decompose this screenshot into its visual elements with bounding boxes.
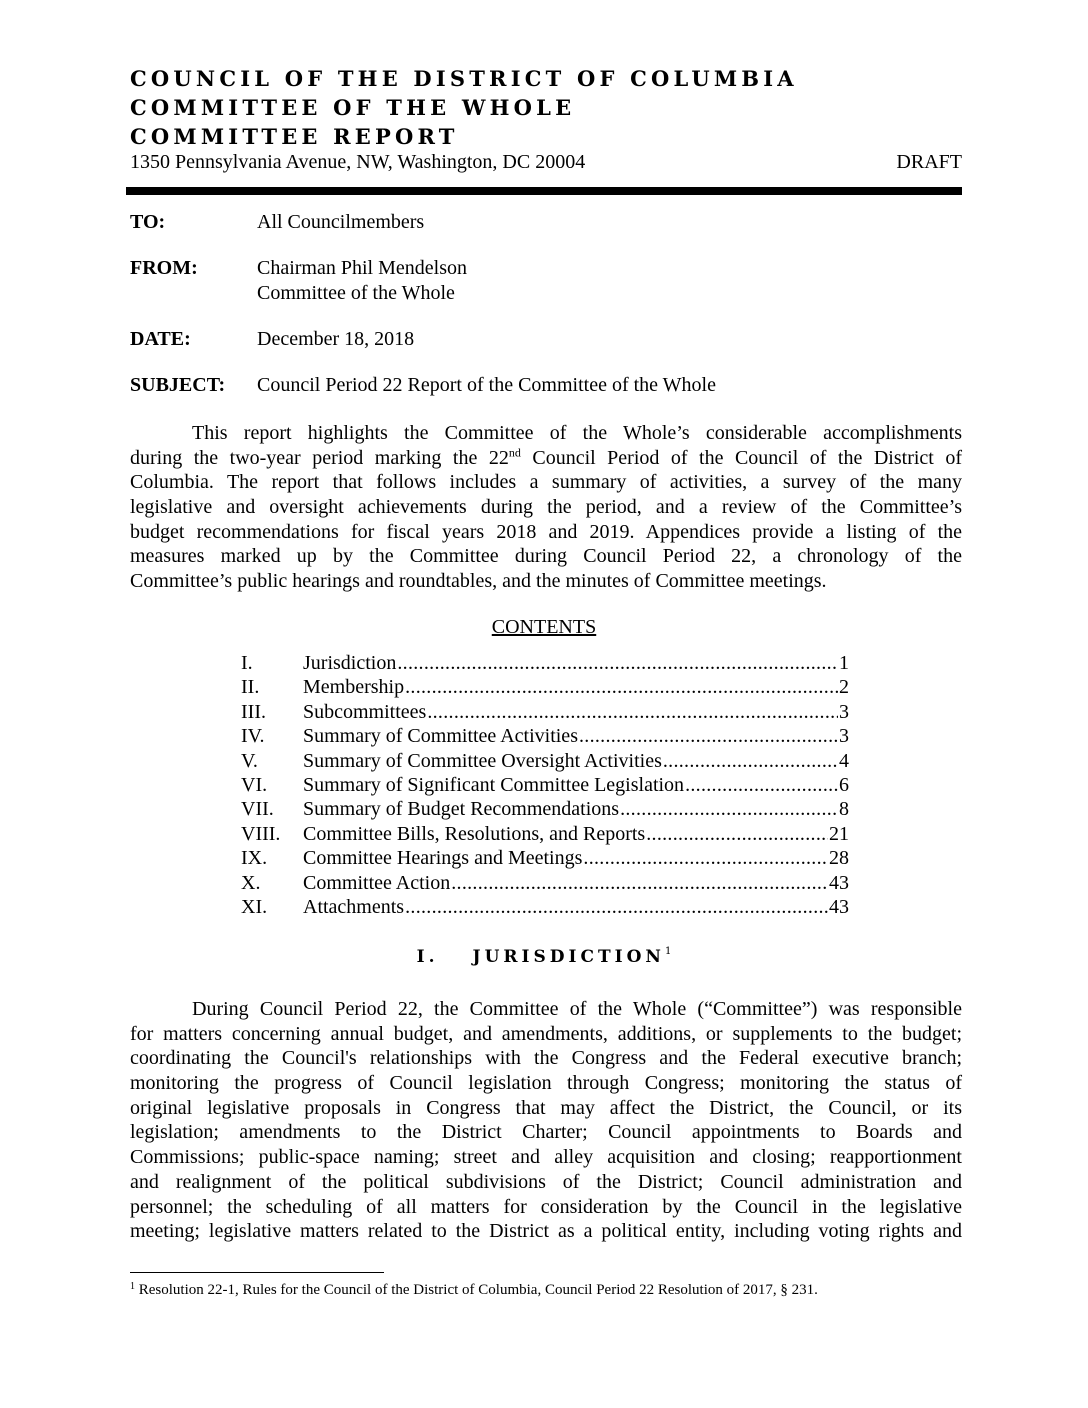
- letterhead-address: 1350 Pennsylvania Avenue, NW, Washington, DC 20004: [130, 151, 586, 173]
- toc-leader-dots: [405, 676, 838, 699]
- toc-entry[interactable]: [241, 676, 849, 700]
- memo-subject: Council Period 22 Report of the Committee of the Whole: [257, 374, 716, 396]
- toc-entry[interactable]: [241, 872, 849, 896]
- toc-page-number: 43: [829, 895, 849, 918]
- table-of-contents: [241, 652, 849, 920]
- intro-line: [130, 446, 962, 471]
- toc-number: II.: [241, 676, 260, 699]
- intro-text: during the two-year period marking the 22: [130, 446, 509, 469]
- toc-title: Jurisdiction: [303, 652, 397, 674]
- jurisdiction-paragraph: [130, 997, 962, 1244]
- jurisdiction-line: coordinating the Council's relationships with the Congress and the Federal executive branch;: [130, 1047, 962, 1070]
- toc-title: Summary of Budget Recommendations: [303, 798, 620, 821]
- memo-to-label: TO:: [130, 211, 166, 233]
- contents-title: CONTENTS: [491, 616, 597, 638]
- header-rule: [126, 187, 962, 195]
- toc-page-number: 28: [829, 847, 849, 870]
- superscript: nd: [508, 445, 521, 460]
- toc-leader-dots: [663, 750, 838, 773]
- draft-status: DRAFT: [896, 151, 962, 173]
- jurisdiction-line: Commissions; public-space naming; street and alley acquisition and closing; reapportionment: [130, 1146, 962, 1169]
- toc-number: XI.: [241, 895, 268, 918]
- toc-entry[interactable]: [241, 774, 849, 798]
- memo-from-committee: Committee of the Whole: [257, 282, 455, 304]
- memo-date: December 18, 2018: [257, 328, 415, 350]
- intro-text: Council Period of the Council of the District of: [520, 446, 962, 469]
- toc-leader-dots: [427, 701, 838, 724]
- toc-leader-dots: [685, 774, 838, 797]
- intro-paragraph: [130, 421, 962, 594]
- toc-page-number: 2: [839, 676, 849, 699]
- toc-entry[interactable]: [241, 725, 849, 749]
- memo-subject-label: SUBJECT:: [130, 374, 226, 396]
- toc-page-number: 8: [839, 798, 849, 821]
- intro-line: budget recommendations for fiscal years 2018 and 2019. Appendices provide a listing of the: [130, 520, 962, 543]
- toc-page-number: 6: [839, 773, 849, 796]
- toc-title: Membership: [303, 676, 405, 699]
- memo-from-label: FROM:: [130, 257, 198, 279]
- toc-entry[interactable]: [241, 823, 849, 847]
- section-number: I.: [416, 947, 439, 967]
- toc-page-number: 3: [839, 700, 849, 723]
- toc-title: Summary of Committee Activities: [303, 725, 578, 748]
- toc-page-number: 21: [829, 822, 849, 845]
- toc-entry[interactable]: [241, 847, 849, 871]
- jurisdiction-line: During Council Period 22, the Committee of the Whole (“Committee”) was responsible: [192, 998, 962, 1020]
- letterhead-committee: COMMITTEE OF THE WHOLE: [130, 95, 576, 120]
- intro-line: Committee’s public hearings and roundtables, and the minutes of Committee meetings.: [130, 570, 827, 593]
- toc-title: Summary of Committee Oversight Activities: [303, 749, 662, 772]
- memo-from-name: Chairman Phil Mendelson: [257, 257, 467, 279]
- toc-leader-dots: [579, 725, 838, 748]
- toc-title: Summary of Significant Committee Legislation: [303, 773, 685, 796]
- intro-line: legislative and oversight achievements during the period, and a review of the Committee’s: [130, 496, 962, 519]
- toc-page-number: 1: [839, 652, 849, 674]
- footnote-reference: 1: [664, 946, 672, 957]
- toc-page-number: 43: [829, 871, 849, 894]
- toc-title: Committee Hearings and Meetings: [303, 847, 583, 870]
- toc-leader-dots: [397, 652, 838, 675]
- section-heading-jurisdiction: [0, 946, 1088, 967]
- toc-number: VII.: [241, 798, 274, 821]
- toc-page-number: 3: [839, 725, 849, 748]
- toc-leader-dots: [646, 823, 828, 846]
- toc-number: X.: [241, 871, 261, 894]
- footnote-rule: [130, 1272, 384, 1273]
- toc-number: IV.: [241, 725, 265, 748]
- jurisdiction-line: personnel; the scheduling of all matters for consideration by the Council in the legislative: [130, 1195, 962, 1218]
- intro-line: This report highlights the Committee of the Whole’s considerable accomplishments: [192, 422, 962, 444]
- letterhead-report: COMMITTEE REPORT: [130, 124, 459, 149]
- jurisdiction-line: for matters concerning annual budget, and amendments, additions, or supplements to the budget;: [130, 1022, 962, 1045]
- section-title: JURISDICTION: [472, 947, 665, 967]
- toc-entry[interactable]: [241, 896, 849, 920]
- intro-line: measures marked up by the Committee during Council Period 22, a chronology of the: [130, 545, 962, 568]
- toc-number: VI.: [241, 773, 268, 796]
- footnote-number: 1: [130, 1281, 135, 1292]
- jurisdiction-line: monitoring the progress of Council legislation through Congress; monitoring the status of: [130, 1072, 962, 1095]
- toc-number: IX.: [241, 847, 268, 870]
- toc-leader-dots: [583, 847, 828, 870]
- toc-number: I.: [241, 652, 253, 674]
- toc-leader-dots: [451, 872, 828, 895]
- toc-leader-dots: [620, 798, 838, 821]
- footnote-text: Resolution 22-1, Rules for the Council of the District of Columbia, Council Period 22 Resolution of 2017, § 231.: [135, 1282, 818, 1298]
- toc-entry[interactable]: [241, 701, 849, 725]
- jurisdiction-line: legislation; amendments to the District Charter; Council appointments to Boards and: [130, 1121, 962, 1144]
- toc-number: VIII.: [241, 822, 281, 845]
- toc-number: III.: [241, 700, 266, 723]
- memo-to: All Councilmembers: [257, 211, 425, 233]
- toc-entry[interactable]: [241, 652, 849, 676]
- toc-leader-dots: [405, 896, 828, 919]
- toc-entry[interactable]: [241, 750, 849, 774]
- toc-title: Attachments: [303, 895, 405, 918]
- jurisdiction-line: original legislative proposals in Congress that may affect the District, the Council, or its: [130, 1096, 962, 1119]
- memo-date-label: DATE:: [130, 328, 191, 350]
- toc-number: V.: [241, 749, 258, 772]
- jurisdiction-line: meeting; legislative matters related to the District as a political entity, including voting rights and: [130, 1220, 962, 1243]
- jurisdiction-line: and realignment of the political subdivisions of the District; Council administration and: [130, 1170, 962, 1193]
- toc-entry[interactable]: [241, 798, 849, 822]
- toc-title: Committee Action: [303, 871, 451, 894]
- toc-page-number: 4: [839, 749, 849, 772]
- toc-title: Committee Bills, Resolutions, and Reports: [303, 822, 646, 845]
- letterhead-council: COUNCIL OF THE DISTRICT OF COLUMBIA: [130, 66, 798, 91]
- footnote: [130, 1281, 818, 1299]
- intro-line: Columbia. The report that follows includes a summary of activities, a survey of the many: [130, 471, 962, 494]
- toc-title: Subcommittees: [303, 700, 427, 723]
